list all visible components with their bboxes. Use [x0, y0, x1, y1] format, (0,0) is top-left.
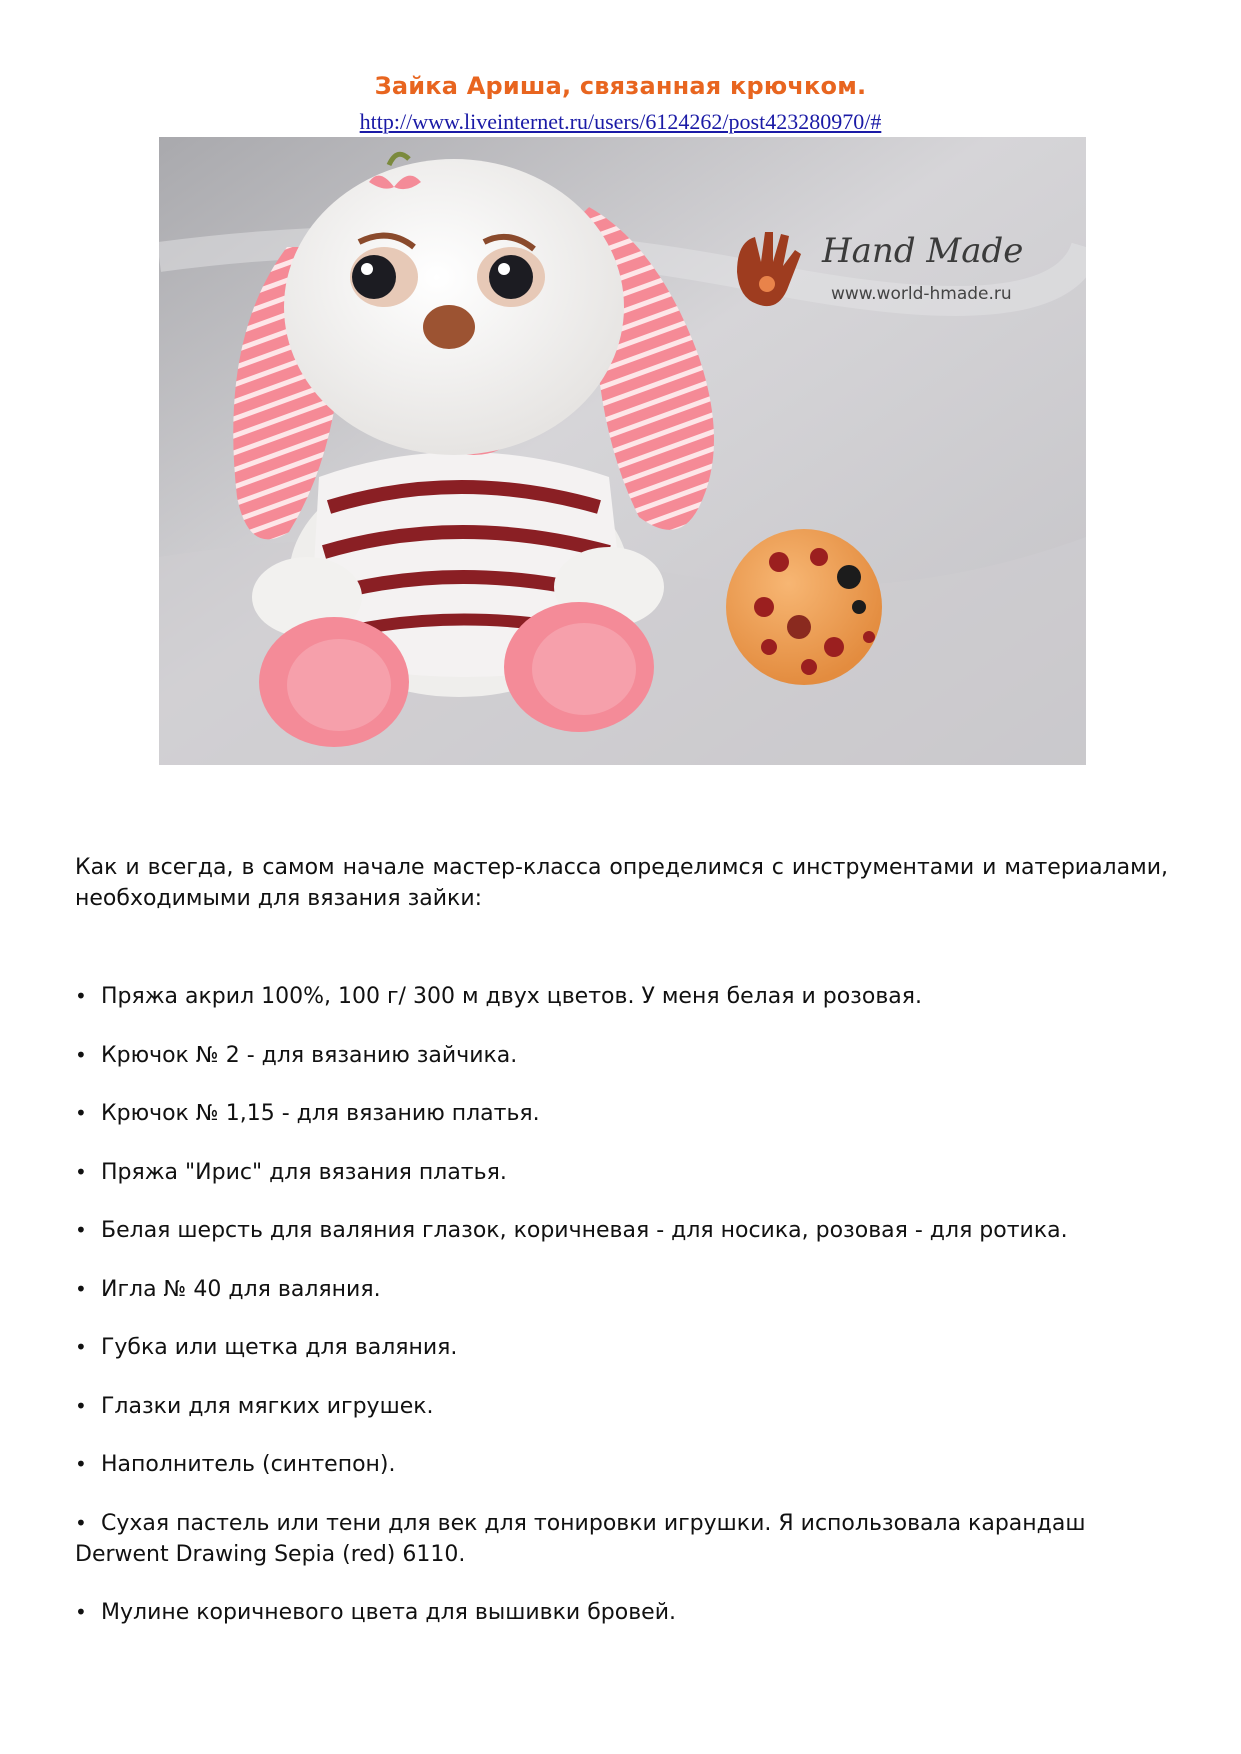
list-item [75, 1391, 1168, 1422]
list-item-text: Крючок № 1,15 - для вязанию платья. [101, 1101, 540, 1126]
materials-list [75, 981, 1168, 1656]
list-item-text: Белая шерсть для валяния глазок, коричневая - для носика, розовая - для ротика. [101, 1218, 1068, 1243]
source-link[interactable]: http://www.liveinternet.ru/users/6124262/post423280970/# [359, 109, 882, 134]
list-item [75, 1215, 1168, 1246]
bullet: • [75, 1101, 87, 1125]
list-item [75, 1098, 1168, 1129]
bullet: • [75, 1452, 87, 1476]
list-item-text: Сухая пастель или тени для век для тонировки игрушки. Я использовала карандаш Derwent Drawing Sepia (red) 6110. [75, 1510, 1086, 1567]
list-item-text: Наполнитель (синтепон). [101, 1452, 396, 1477]
list-item-text: Крючок № 2 - для вязанию зайчика. [101, 1042, 518, 1068]
list-item [75, 1508, 1168, 1570]
svg-text:www.world-hmade.ru: www.world-hmade.ru [831, 284, 1012, 304]
svg-text:Hand Made: Hand Made [822, 231, 1024, 271]
list-item-text: Губка или щетка для валяния. [101, 1335, 458, 1360]
list-item-text: Игла № 40 для валяния. [101, 1276, 381, 1302]
bullet: • [75, 1159, 87, 1184]
intro-paragraph: Как и всегда, в самом начале мастер-класса определимся с инструментами и материалами, необходимыми для вязания зайки: [75, 855, 1168, 911]
list-item [75, 1332, 1168, 1363]
bullet: • [75, 1393, 87, 1418]
list-item [75, 1040, 1168, 1071]
list-item-text: Пряжа акрил 100%, 100 г/ 300 м двух цветов. У меня белая и розовая. [101, 984, 923, 1009]
list-item-text: Мулине коричневого цвета для вышивки бровей. [101, 1600, 676, 1625]
toy-ball [726, 529, 882, 685]
bullet: • [75, 1335, 87, 1359]
list-item [75, 1157, 1168, 1188]
bullet: • [75, 1600, 87, 1624]
list-item-text: Пряжа "Ирис" для вязания платья. [101, 1159, 507, 1185]
bullet: • [75, 1042, 87, 1067]
list-item [75, 981, 1168, 1012]
bunny-photo [159, 137, 1086, 765]
list-item-text: Глазки для мягких игрушек. [101, 1393, 434, 1419]
list-item [75, 1274, 1168, 1305]
handmade-watermark [737, 231, 1023, 306]
bullet: • [75, 1276, 87, 1301]
document-title: Зайка Ариша, связанная крючком. [374, 72, 867, 100]
list-item [75, 1597, 1168, 1628]
bullet: • [75, 1510, 87, 1535]
bullet: • [75, 984, 87, 1008]
bullet: • [75, 1218, 87, 1242]
list-item [75, 1449, 1168, 1480]
